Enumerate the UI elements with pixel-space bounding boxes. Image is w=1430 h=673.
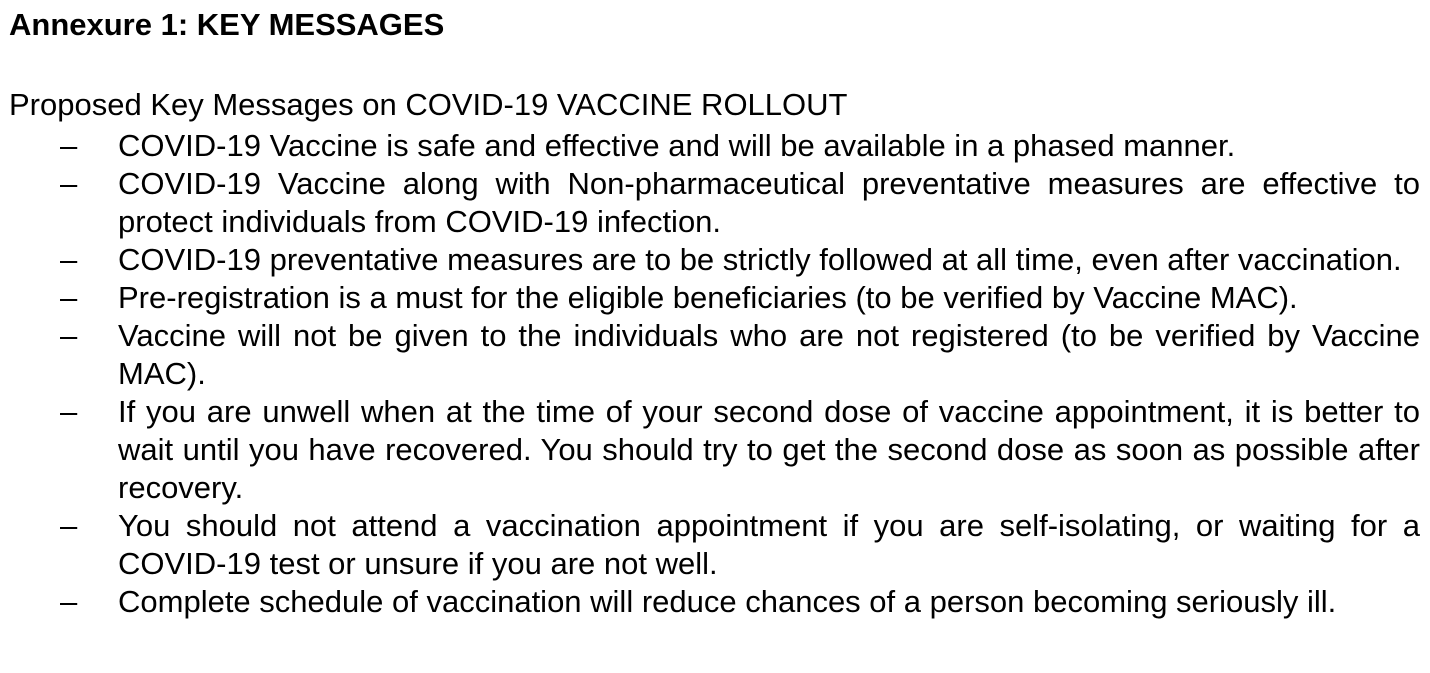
dash-bullet: – [60, 508, 78, 543]
key-message-text: If you are unwell when at the time of your second dose of vaccine appointment, it is better to wait until you have recovered. You should try to get the second dose as soon as possible after recovery. [118, 394, 1420, 505]
dash-bullet: – [60, 318, 78, 353]
key-message-text: Complete schedule of vaccination will reduce chances of a person becoming seriously ill. [118, 584, 1337, 619]
key-message-text: Pre-registration is a must for the eligible beneficiaries (to be verified by Vaccine MAC). [118, 280, 1298, 315]
key-message-text: Vaccine will not be given to the individuals who are not registered (to be verified by Vaccine MAC). [118, 318, 1420, 391]
dash-bullet: – [60, 242, 78, 277]
dash-bullet: – [60, 584, 78, 619]
key-message-text: COVID-19 Vaccine along with Non-pharmaceutical preventative measures are effective to protect individuals from COVID-19 infection. [118, 166, 1420, 239]
key-message-item [0, 393, 1420, 507]
key-messages-subheading: Proposed Key Messages on COVID-19 VACCINE ROLLOUT [9, 87, 848, 122]
key-message-item [0, 127, 1420, 165]
dash-bullet: – [60, 128, 78, 163]
dash-bullet: – [60, 394, 78, 429]
key-message-item [0, 241, 1420, 279]
key-message-item [0, 279, 1420, 317]
key-message-text: You should not attend a vaccination appointment if you are self-isolating, or waiting for a COVID-19 test or unsure if you are not well. [118, 508, 1420, 581]
dash-bullet: – [60, 280, 78, 315]
key-message-item [0, 317, 1420, 393]
key-message-item [0, 507, 1420, 583]
dash-bullet: – [60, 166, 78, 201]
key-messages-list [0, 127, 1430, 621]
key-message-item [0, 165, 1420, 241]
annexure-heading: Annexure 1: KEY MESSAGES [9, 7, 445, 42]
key-message-text: COVID-19 Vaccine is safe and effective and will be available in a phased manner. [118, 128, 1236, 163]
key-message-item [0, 583, 1420, 621]
key-message-text: COVID-19 preventative measures are to be strictly followed at all time, even after vaccination. [118, 242, 1402, 277]
